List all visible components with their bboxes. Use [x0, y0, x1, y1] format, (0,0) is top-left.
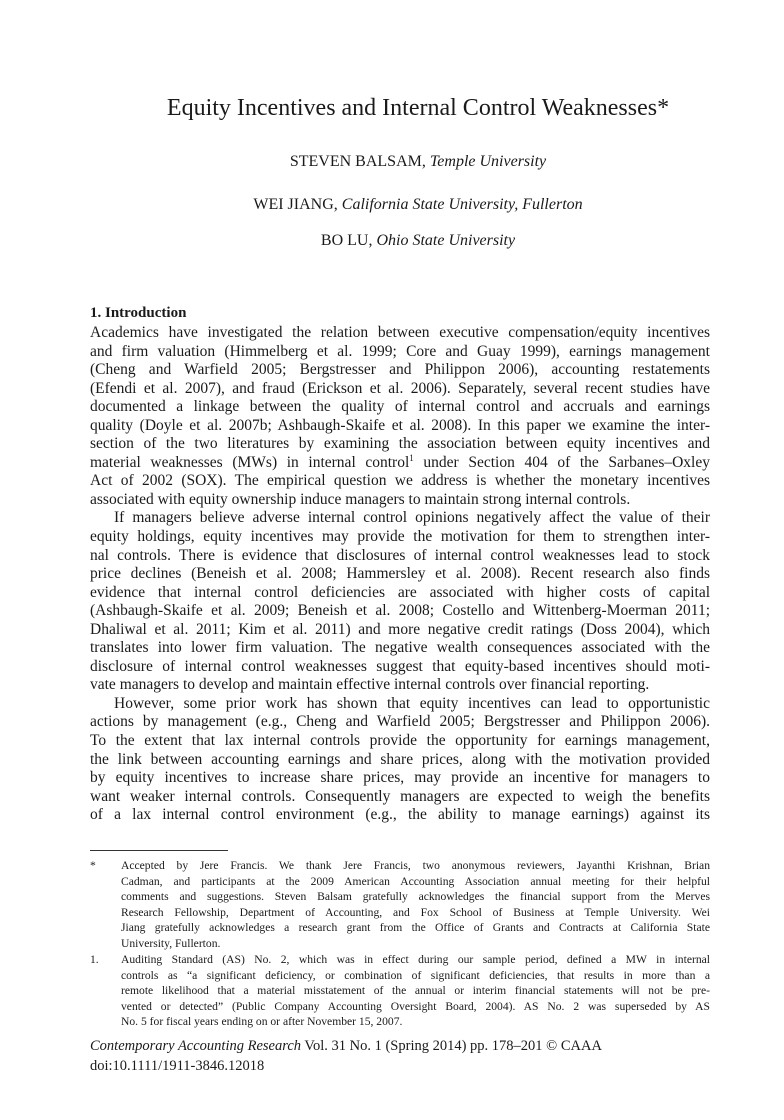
- footnote-line: vented or detected” (Public Company Accounting Oversight Board, 2004). AS No. 2 was superseded by AS: [121, 999, 710, 1013]
- text-line: disclosure of internal control weaknesses suggest that equity-based incentives should moti-: [90, 657, 710, 675]
- text-line: equity holdings, equity incentives may provide the motivation for them to strengthen inter-: [90, 528, 710, 546]
- text-line: Academics have investigated the relation between executive compensation/equity incentives: [90, 324, 710, 341]
- author-1: [0, 153, 784, 171]
- doi: doi:10.1111/1911-3846.12018: [90, 1058, 265, 1074]
- journal-citation: Vol. 31 No. 1 (Spring 2014) pp. 178–201 © CAAA: [301, 1038, 602, 1054]
- text-line: However, some prior work has shown that equity incentives can lead to opportunistic: [114, 694, 710, 712]
- author-name: STEVEN BALSAM,: [289, 153, 426, 170]
- paper-title: Equity Incentives and Internal Control Weaknesses*: [166, 95, 670, 121]
- text-line: want weaker internal controls. Consequently managers are expected to weigh the benefits: [90, 787, 710, 805]
- text-line: by equity incentives to increase share prices, may provide an incentive for managers to: [90, 769, 710, 787]
- text-line: of a lax internal control environment (e.g., the ability to manage earnings) against its: [90, 806, 710, 824]
- body-text: [90, 324, 710, 825]
- text-line: the link between accounting earnings and share prices, along with the motivation provided: [90, 750, 710, 768]
- footnote-line: comments and suggestions. Steven Balsam gratefully acknowledges the financial support from the Merves: [121, 890, 710, 904]
- text-line: and firm valuation (Himmelberg et al. 1999; Core and Guay 1999), earnings management: [90, 342, 710, 360]
- text-line: nal controls. There is evidence that disclosures of internal control weaknesses lead to stock: [90, 546, 710, 564]
- text-segment: material weaknesses (MWs) in internal control: [90, 453, 410, 471]
- text-line: [90, 454, 710, 473]
- footnote-line: Auditing Standard (AS) No. 2, which was in effect during our sample period, defined a MW in internal: [121, 953, 710, 966]
- footnote-line: University, Fullerton.: [121, 936, 221, 950]
- text-line: section of the two literatures by examining the association between equity incentives and: [90, 435, 710, 453]
- text-line: If managers believe adverse internal control opinions negatively affect the value of their: [114, 509, 710, 527]
- author-affiliation: Ohio State University: [376, 232, 516, 249]
- footnote-line: Jiang gratefully acknowledges a research grant from the Office of Grants and Contracts at California State: [121, 921, 710, 935]
- footnote-mark: 1.: [90, 953, 99, 966]
- section-heading: 1. Introduction: [90, 305, 187, 321]
- footnote-text: [121, 952, 710, 1030]
- text-line: associated with equity ownership induce managers to maintain strong internal controls.: [90, 490, 631, 508]
- author-affiliation: California State University, Fullerton: [341, 196, 583, 213]
- text-line: Act of 2002 (SOX). The empirical question we address is whether the monetary incentives: [90, 472, 710, 490]
- text-line: Dhaliwal et al. 2011; Kim et al. 2011) and more negative credit ratings (Doss 2004), which: [90, 620, 710, 638]
- footnote-reference[interactable]: 1: [409, 452, 414, 463]
- footnote-line: Accepted by Jere Francis. We thank Jere Francis, two anonymous reviewers, Jayanthi Krishnan, Brian: [121, 859, 710, 872]
- footnote-line: Cadman, and participants at the 2009 American Accounting Association annual meeting for their helpful: [121, 874, 710, 888]
- text-line: translates into lower firm valuation. The negative wealth consequences associated with the: [90, 639, 710, 657]
- author-affiliation: Temple University: [429, 153, 547, 170]
- author-name: WEI JIANG,: [253, 196, 338, 213]
- text-line: (Cheng and Warfield 2005; Bergstresser and Philippon 2006), accounting restatements: [90, 361, 710, 379]
- footnote-line: Research Fellowship, Department of Accounting, and Fox School of Business at Temple University. Wei: [121, 905, 710, 919]
- text-line: (Efendi et al. 2007), and fraud (Erickson et al. 2006). Separately, several recent studies have: [90, 379, 710, 397]
- footnote-1: [90, 952, 710, 1030]
- text-line: documented a linkage between the quality of internal control and accruals and earnings: [90, 398, 710, 416]
- text-segment: under Section 404 of the Sarbanes–Oxley: [423, 453, 710, 471]
- journal-footer: [90, 1036, 602, 1076]
- text-line: To the extent that lax internal controls provide the opportunity for earnings management,: [90, 732, 710, 750]
- text-line: evidence that internal control deficiencies are associated with higher costs of capital: [90, 583, 710, 601]
- text-line: quality (Doyle et al. 2007b; Ashbaugh-Skaife et al. 2008). In this paper we examine the inter-: [90, 416, 710, 434]
- text-line: (Ashbaugh-Skaife et al. 2009; Beneish et al. 2008; Costello and Wittenberg-Moerman 2011;: [90, 602, 710, 620]
- text-line: vate managers to develop and maintain effective internal controls over financial reporting.: [90, 676, 650, 694]
- footnote-mark: *: [90, 859, 96, 872]
- footnote-line: No. 5 for fiscal years ending on or after November 15, 2007.: [121, 1015, 403, 1029]
- footnote-line: controls as “a significant deficiency, or combination of significant deficiencies, that results in more than a: [121, 968, 710, 982]
- author-2: [0, 196, 784, 214]
- footnote-line: remote likelihood that a material misstatement of the annual or interim financial statements will not be pre-: [121, 984, 710, 998]
- footnote-rule: [90, 850, 228, 851]
- footnote-acknowledgement: [90, 858, 710, 952]
- author-3: [0, 232, 784, 250]
- text-line: actions by management (e.g., Cheng and Warfield 2005; Bergstresser and Philippon 2006).: [90, 713, 710, 731]
- footnote-text: [121, 858, 710, 952]
- text-line: price declines (Beneish et al. 2008; Hammersley et al. 2008). Recent research also finds: [90, 565, 710, 583]
- author-name: BO LU,: [320, 232, 373, 249]
- journal-name: Contemporary Accounting Research: [90, 1038, 302, 1054]
